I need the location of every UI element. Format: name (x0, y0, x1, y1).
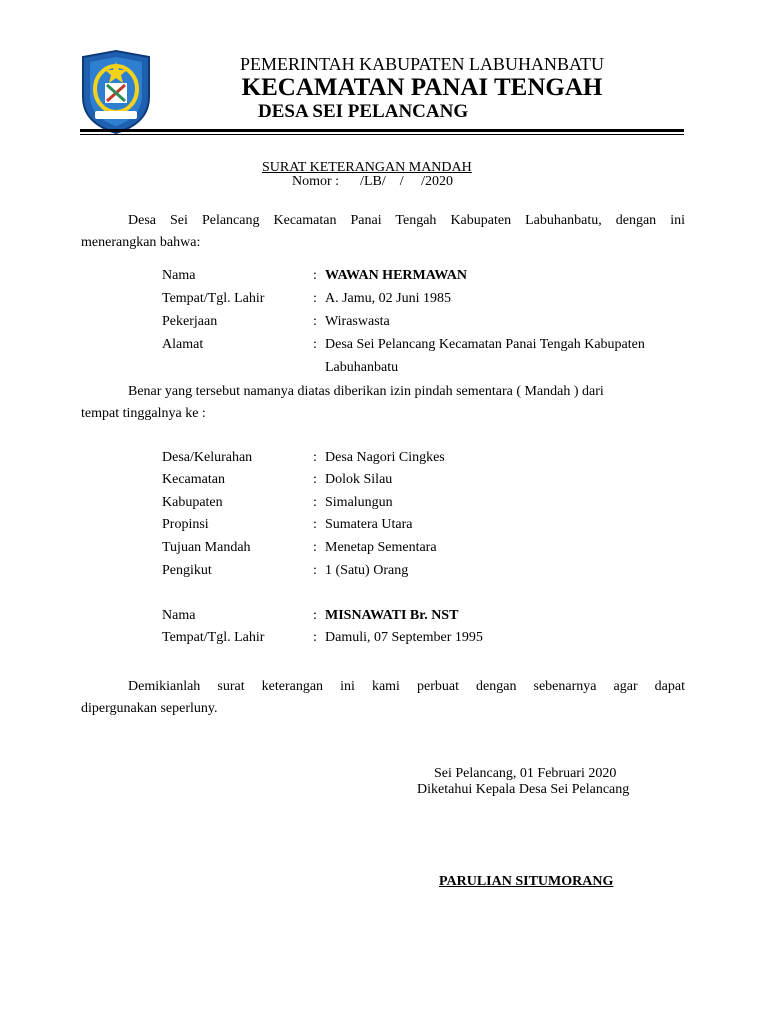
field-label: Tujuan Mandah (162, 540, 251, 555)
field-colon: : (313, 450, 317, 465)
field-value: Wiraswasta (325, 314, 390, 329)
field-colon: : (313, 540, 317, 555)
field-value: A. Jamu, 02 Juni 1985 (325, 291, 451, 306)
field-label: Desa/Kelurahan (162, 450, 253, 465)
regency-emblem (78, 49, 154, 135)
field-label: Nama (162, 608, 196, 623)
field-colon: : (313, 630, 317, 645)
field-label: Tempat/Tgl. Lahir (162, 291, 265, 306)
field-value: Desa Nagori Cingkes (325, 450, 445, 465)
permit-line-2: tempat tinggalnya ke : (81, 406, 206, 421)
intro-line-2: menerangkan bahwa: (81, 235, 201, 250)
field-label: Kecamatan (162, 472, 225, 487)
letter-title: SURAT KETERANGAN MANDAH (262, 160, 472, 175)
field-colon: : (313, 472, 317, 487)
field-colon: : (313, 314, 317, 329)
field-value: Desa Sei Pelancang Kecamatan Panai Tengah Kabupaten (325, 337, 645, 352)
field-label: Kabupaten (162, 495, 223, 510)
closing-line-2: dipergunakan seperluny. (81, 701, 218, 716)
intro-paragraph (81, 210, 685, 254)
government-name: PEMERINTAH KABUPATEN LABUHANBATU (240, 54, 604, 74)
acknowledged-by: Diketahui Kepala Desa Sei Pelancang (417, 782, 630, 797)
field-colon: : (313, 268, 317, 283)
field-value: MISNAWATI Br. NST (325, 608, 459, 623)
field-colon: : (313, 517, 317, 532)
field-value: Dolok Silau (325, 472, 393, 487)
field-value: Simalungun (325, 495, 393, 510)
field-label: Nama (162, 268, 196, 283)
signer-name: PARULIAN SITUMORANG (439, 874, 614, 889)
field-label: Tempat/Tgl. Lahir (162, 630, 265, 645)
field-colon: : (313, 495, 317, 510)
letterhead-thick-rule (80, 129, 684, 132)
intro-line-1: Desa Sei Pelancang Kecamatan Panai Tengah Kabupaten Labuhanbatu, dengan ini (128, 213, 685, 228)
permit-paragraph (81, 381, 685, 425)
closing-line-1: Demikianlah surat keterangan ini kami perbuat dengan sebenarnya agar dapat (128, 679, 685, 694)
field-value: Sumatera Utara (325, 517, 413, 532)
district-name: KECAMATAN PANAI TENGAH (241, 74, 603, 101)
letterhead-thin-rule (80, 134, 684, 135)
field-value: WAWAN HERMAWAN (325, 268, 467, 283)
field-value: Menetap Sementara (325, 540, 437, 555)
field-label: Pengikut (162, 563, 212, 578)
field-label: Pekerjaan (162, 314, 218, 329)
place-date: Sei Pelancang, 01 Februari 2020 (434, 766, 617, 781)
emblem-ribbon (95, 111, 137, 119)
field-value: Damuli, 07 September 1995 (325, 630, 483, 645)
field-value: 1 (Satu) Orang (325, 563, 409, 578)
field-colon: : (313, 337, 317, 352)
village-name: DESA SEI PELANCANG (258, 101, 469, 122)
permit-line-1: Benar yang tersebut namanya diatas diberikan izin pindah sementara ( Mandah ) dari (128, 384, 604, 399)
field-label: Propinsi (162, 517, 209, 532)
field-colon: : (313, 608, 317, 623)
field-colon: : (313, 291, 317, 306)
field-value: Labuhanbatu (325, 360, 399, 375)
closing-paragraph (81, 676, 685, 720)
field-label: Alamat (162, 337, 204, 352)
field-colon: : (313, 563, 317, 578)
letter-number: Nomor : /LB/ / /2020 (292, 174, 453, 189)
